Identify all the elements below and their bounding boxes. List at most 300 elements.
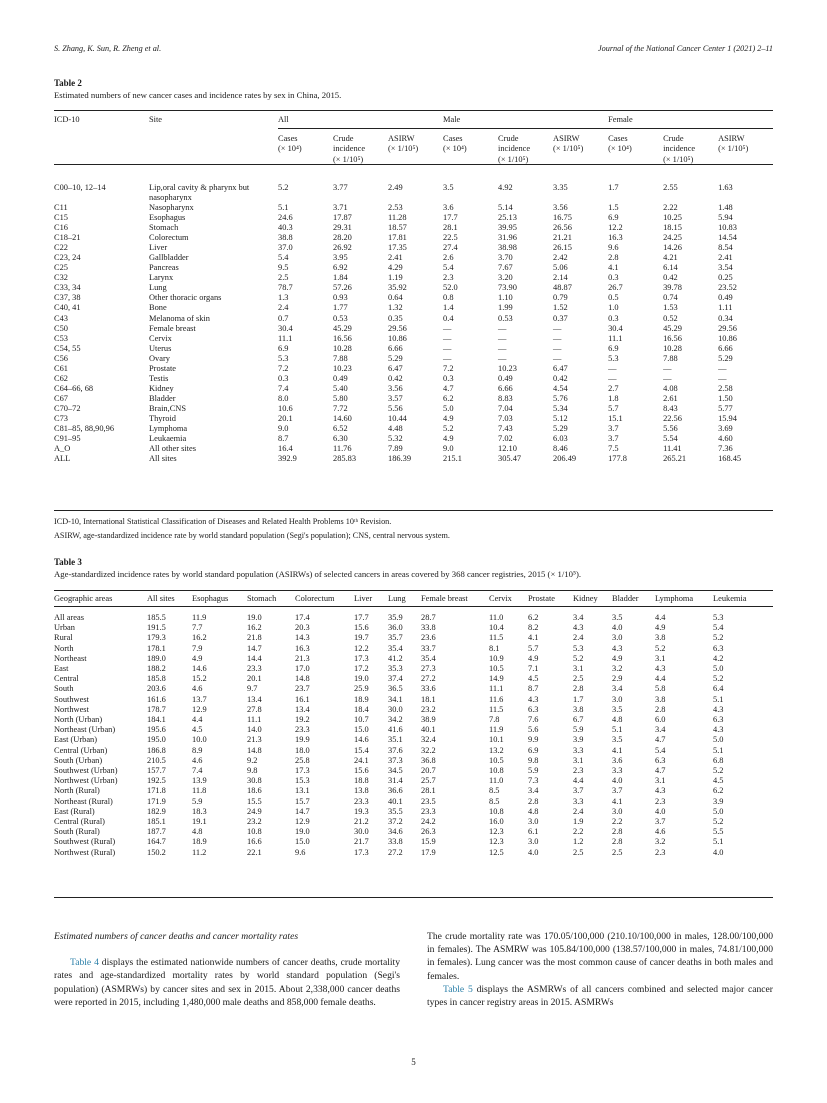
site-cell: Thyroid xyxy=(149,413,176,423)
value-cell: 4.8 xyxy=(192,827,203,837)
value-cell: 168.45 xyxy=(718,454,742,464)
value-cell: 171.8 xyxy=(147,786,166,796)
value-cell: 5.54 xyxy=(663,434,678,444)
value-cell: 3.2 xyxy=(612,664,623,674)
value-cell: 16.2 xyxy=(192,633,207,643)
value-cell: 8.54 xyxy=(718,243,733,253)
value-cell: 4.6 xyxy=(192,755,203,765)
value-cell: 11.76 xyxy=(333,444,352,454)
table2-col-site: Site xyxy=(149,115,163,124)
value-cell: 4.3 xyxy=(528,694,539,704)
table3-column-header: Kidney xyxy=(573,593,598,603)
table-row xyxy=(54,776,773,786)
value-cell: 29.56 xyxy=(718,323,737,333)
table-row xyxy=(54,273,773,283)
table2-subheader-cell xyxy=(278,129,333,176)
site-cell: Lymphoma xyxy=(149,424,188,434)
value-cell: 4.0 xyxy=(612,776,623,786)
value-cell: 7.04 xyxy=(498,403,513,413)
value-cell: 35.9 xyxy=(388,613,403,622)
value-cell: 10.23 xyxy=(333,363,352,373)
area-cell: South (Rural) xyxy=(54,827,100,837)
value-cell: 2.42 xyxy=(553,253,568,263)
value-cell: 11.1 xyxy=(278,333,293,343)
value-cell: 3.2 xyxy=(655,837,666,847)
value-cell: 6.2 xyxy=(443,393,454,403)
icd-code-cell: C18–21 xyxy=(54,233,81,243)
value-cell: 18.3 xyxy=(192,806,207,816)
value-cell: 11.28 xyxy=(388,213,407,223)
area-cell: Southwest (Rural) xyxy=(54,837,116,847)
table3-body xyxy=(54,606,773,858)
value-cell: 4.1 xyxy=(612,796,623,806)
table2-header-rule xyxy=(54,164,773,165)
value-cell: 20.1 xyxy=(247,674,262,684)
value-cell: 0.8 xyxy=(443,293,454,303)
value-cell: 4.4 xyxy=(573,776,584,786)
table2-col-icd: ICD-10 xyxy=(54,115,80,124)
value-cell: 6.30 xyxy=(333,434,348,444)
value-cell: 21.3 xyxy=(295,653,310,663)
area-cell: Central (Urban) xyxy=(54,745,108,755)
table2-subheader-cell xyxy=(333,129,388,176)
icd-code-cell: C61 xyxy=(54,363,68,373)
table3-column-header: Leukemia xyxy=(713,593,747,603)
value-cell: 35.1 xyxy=(388,735,403,745)
value-cell: 19.1 xyxy=(192,817,207,827)
site-cell: Colorectum xyxy=(149,233,189,243)
table3-column-header: Lung xyxy=(388,593,406,603)
table3-header-rule xyxy=(54,606,773,607)
area-cell: Southwest (Urban) xyxy=(54,766,118,776)
value-cell: 5.40 xyxy=(333,383,348,393)
table2-subheader-line: ASIRW xyxy=(553,134,580,143)
value-cell: 28.1 xyxy=(443,223,458,233)
value-cell: 3.9 xyxy=(573,735,584,745)
table4-link[interactable]: Table 4 xyxy=(70,957,99,969)
site-cell: Brain,CNS xyxy=(149,403,186,413)
value-cell: 18.1 xyxy=(421,694,436,704)
value-cell: — xyxy=(443,343,452,353)
value-cell: — xyxy=(498,353,507,363)
table2-subheader-line: Crude xyxy=(663,134,684,143)
value-cell: — xyxy=(553,333,562,343)
value-cell: 5.2 xyxy=(713,817,724,827)
value-cell: 3.0 xyxy=(612,694,623,704)
value-cell: 22.56 xyxy=(663,413,682,423)
value-cell: 5.7 xyxy=(608,403,619,413)
value-cell: 8.1 xyxy=(489,643,500,653)
value-cell: 37.6 xyxy=(388,745,403,755)
value-cell: 5.1 xyxy=(713,694,724,704)
value-cell: 39.95 xyxy=(498,223,517,233)
value-cell: 38.98 xyxy=(498,243,517,253)
value-cell: 195.0 xyxy=(147,735,166,745)
value-cell: 4.4 xyxy=(655,674,666,684)
table-row xyxy=(54,817,773,827)
icd-code-cell: C32 xyxy=(54,273,68,283)
value-cell: 10.86 xyxy=(718,333,737,343)
value-cell: 5.3 xyxy=(713,613,724,622)
value-cell: 3.3 xyxy=(612,766,623,776)
value-cell: 0.42 xyxy=(388,373,403,383)
site-cell: Stomach xyxy=(149,223,179,233)
table-row xyxy=(54,654,773,664)
value-cell: 14.9 xyxy=(489,674,504,684)
value-cell: 5.2 xyxy=(655,643,666,653)
value-cell: 0.42 xyxy=(553,373,568,383)
table2-group-female: Female xyxy=(608,112,773,129)
value-cell: 0.25 xyxy=(718,273,733,283)
value-cell: 15.2 xyxy=(192,674,207,684)
value-cell: 27.3 xyxy=(421,664,436,674)
area-cell: Northeast (Urban) xyxy=(54,725,116,735)
value-cell: 10.28 xyxy=(663,343,682,353)
value-cell: 6.8 xyxy=(713,755,724,765)
value-cell: 1.52 xyxy=(553,303,568,313)
value-cell: 18.8 xyxy=(354,776,369,786)
value-cell: 3.7 xyxy=(608,434,619,444)
value-cell: 2.6 xyxy=(443,253,454,263)
value-cell: 4.0 xyxy=(713,847,724,857)
value-cell: 2.61 xyxy=(663,393,678,403)
body-left-paragraph xyxy=(54,956,400,1009)
value-cell: 17.81 xyxy=(388,233,407,243)
table-row xyxy=(54,827,773,837)
table2-bottom-rule xyxy=(54,510,773,511)
value-cell: 23.2 xyxy=(421,704,436,714)
value-cell: 14.7 xyxy=(295,806,310,816)
value-cell: 5.1 xyxy=(713,745,724,755)
value-cell: 19.0 xyxy=(247,613,262,622)
value-cell: 3.4 xyxy=(612,684,623,694)
value-cell: 3.5 xyxy=(612,735,623,745)
table2-top-rule xyxy=(54,110,773,111)
value-cell: 3.54 xyxy=(718,263,733,273)
value-cell: — xyxy=(608,373,617,383)
icd-code-cell: C64–66, 68 xyxy=(54,383,94,393)
value-cell: 17.87 xyxy=(333,213,352,223)
value-cell: 1.8 xyxy=(608,393,619,403)
value-cell: 23.6 xyxy=(421,633,436,643)
value-cell: 33.7 xyxy=(421,643,436,653)
value-cell: 15.3 xyxy=(295,776,310,786)
value-cell: 3.1 xyxy=(573,755,584,765)
table-row xyxy=(54,303,773,313)
value-cell: 6.03 xyxy=(553,434,568,444)
value-cell: 6.92 xyxy=(333,263,348,273)
value-cell: 177.8 xyxy=(608,454,627,464)
icd-code-cell: C62 xyxy=(54,373,68,383)
value-cell: 3.8 xyxy=(655,694,666,704)
value-cell: 32.4 xyxy=(421,735,436,745)
value-cell: 0.3 xyxy=(608,273,619,283)
value-cell: 16.3 xyxy=(608,233,623,243)
value-cell: 265.21 xyxy=(663,454,687,464)
icd-code-cell: A_O xyxy=(54,444,71,454)
value-cell: 34.2 xyxy=(388,715,403,725)
value-cell: 5.56 xyxy=(663,424,678,434)
value-cell: 1.7 xyxy=(608,182,619,192)
icd-code-cell: C91–95 xyxy=(54,434,81,444)
value-cell: 10.86 xyxy=(388,333,407,343)
value-cell: 7.43 xyxy=(498,424,513,434)
value-cell: 17.0 xyxy=(295,664,310,674)
value-cell: 4.3 xyxy=(713,704,724,714)
icd-code-cell: C56 xyxy=(54,353,68,363)
value-cell: 11.6 xyxy=(489,694,504,704)
value-cell: 0.79 xyxy=(553,293,568,303)
value-cell: 14.6 xyxy=(354,735,369,745)
value-cell: 11.1 xyxy=(608,333,623,343)
body-left-text: displays the estimated nationwide numbers of cancer deaths, crude mortality rates and age-standardized mortality rates by world standard population (Segi's population) (ASMRWs) by cancer sites and sex in 2015. About 2,338,000 cancer deaths were reported in 2015, including 1,480,000 male deaths and 858,000 female deaths. xyxy=(54,957,401,1008)
value-cell: 3.5 xyxy=(612,704,623,714)
area-cell: South (Urban) xyxy=(54,755,103,765)
table-row xyxy=(54,756,773,766)
value-cell: 18.57 xyxy=(388,223,407,233)
value-cell: 15.7 xyxy=(295,796,310,806)
value-cell: 185.1 xyxy=(147,817,166,827)
area-cell: All areas xyxy=(54,613,84,622)
value-cell: 179.3 xyxy=(147,633,166,643)
value-cell: 15.4 xyxy=(354,745,369,755)
value-cell: 17.7 xyxy=(354,613,369,622)
value-cell: 5.0 xyxy=(713,806,724,816)
value-cell: 15.0 xyxy=(295,837,310,847)
value-cell: 6.2 xyxy=(713,786,724,796)
value-cell: 0.34 xyxy=(718,313,733,323)
area-cell: Northwest (Rural) xyxy=(54,847,116,857)
value-cell: 2.41 xyxy=(718,253,733,263)
value-cell: 392.9 xyxy=(278,454,297,464)
table3-column-header: Bladder xyxy=(612,593,639,603)
value-cell: 28.1 xyxy=(421,786,436,796)
value-cell: 26.15 xyxy=(553,243,572,253)
value-cell: 3.7 xyxy=(573,786,584,796)
section-title: Estimated numbers of cancer deaths and cancer mortality rates xyxy=(54,931,299,942)
value-cell: 40.3 xyxy=(278,223,293,233)
table-row xyxy=(54,684,773,694)
value-cell: 186.39 xyxy=(388,454,412,464)
value-cell: 0.42 xyxy=(663,273,678,283)
value-cell: 7.88 xyxy=(663,353,678,363)
table2-subheader-line: (× 10⁴) xyxy=(608,144,632,154)
value-cell: 16.2 xyxy=(247,623,262,633)
value-cell: 185.5 xyxy=(147,613,166,622)
value-cell: 5.77 xyxy=(718,403,733,413)
value-cell: 3.95 xyxy=(333,253,348,263)
value-cell: 29.56 xyxy=(388,323,407,333)
table-row xyxy=(54,213,773,223)
value-cell: 10.9 xyxy=(489,653,504,663)
value-cell: 203.6 xyxy=(147,684,166,694)
value-cell: 184.1 xyxy=(147,715,166,725)
value-cell: 34.6 xyxy=(388,827,403,837)
value-cell: 57.26 xyxy=(333,283,352,293)
table-row xyxy=(54,807,773,817)
value-cell: 27.8 xyxy=(247,704,262,714)
value-cell: 2.3 xyxy=(443,273,454,283)
value-cell: 2.8 xyxy=(608,253,619,263)
value-cell: 3.56 xyxy=(553,202,568,212)
value-cell: 4.3 xyxy=(573,623,584,633)
value-cell: 186.8 xyxy=(147,745,166,755)
table2-subheader-line: Crude xyxy=(498,134,519,143)
value-cell: 10.8 xyxy=(247,827,262,837)
value-cell: 52.0 xyxy=(443,283,458,293)
value-cell: 8.5 xyxy=(489,786,500,796)
value-cell: 4.4 xyxy=(192,715,203,725)
value-cell: 7.7 xyxy=(192,623,203,633)
value-cell: 37.4 xyxy=(388,674,403,684)
value-cell: 3.1 xyxy=(655,776,666,786)
value-cell: 1.3 xyxy=(278,293,289,303)
value-cell: 9.7 xyxy=(247,684,258,694)
value-cell: 6.0 xyxy=(655,715,666,725)
value-cell: 19.0 xyxy=(295,827,310,837)
area-cell: South xyxy=(54,684,74,694)
value-cell: 41.6 xyxy=(388,725,403,735)
value-cell: 3.0 xyxy=(612,633,623,643)
table-row xyxy=(54,404,773,414)
value-cell: 7.3 xyxy=(528,776,539,786)
value-cell: 2.8 xyxy=(612,827,623,837)
value-cell: 5.1 xyxy=(713,837,724,847)
value-cell: 40.1 xyxy=(421,725,436,735)
value-cell: 12.10 xyxy=(498,444,517,454)
value-cell: 35.3 xyxy=(388,664,403,674)
table-row xyxy=(54,725,773,735)
table-row xyxy=(54,444,773,454)
table2-subheader-row xyxy=(54,129,773,176)
table2-subheader-cell xyxy=(608,129,663,176)
table2-subheader-line: Cases xyxy=(443,134,463,143)
value-cell: 2.9 xyxy=(612,674,623,684)
table-row xyxy=(54,644,773,654)
value-cell: 1.0 xyxy=(608,303,619,313)
value-cell: 36.8 xyxy=(421,755,436,765)
table-row xyxy=(54,766,773,776)
value-cell: 1.2 xyxy=(573,837,584,847)
value-cell: 182.9 xyxy=(147,806,166,816)
value-cell: 305.47 xyxy=(498,454,522,464)
value-cell: 191.5 xyxy=(147,623,166,633)
table3-header-row xyxy=(54,592,773,606)
icd-code-cell: C40, 41 xyxy=(54,303,81,313)
area-cell: Urban xyxy=(54,623,75,633)
value-cell: 20.3 xyxy=(295,623,310,633)
value-cell: 10.23 xyxy=(498,363,517,373)
table2-caption xyxy=(54,78,773,100)
value-cell: 185.8 xyxy=(147,674,166,684)
value-cell: 17.4 xyxy=(295,613,310,622)
value-cell: 24.6 xyxy=(278,213,293,223)
value-cell: 4.8 xyxy=(612,715,623,725)
value-cell: 14.26 xyxy=(663,243,682,253)
value-cell: 78.7 xyxy=(278,283,293,293)
value-cell: 5.34 xyxy=(553,403,568,413)
value-cell: 3.56 xyxy=(388,383,403,393)
value-cell: 17.9 xyxy=(421,847,436,857)
value-cell: 161.6 xyxy=(147,694,166,704)
value-cell: 1.77 xyxy=(333,303,348,313)
value-cell: 9.0 xyxy=(443,444,454,454)
value-cell: 21.8 xyxy=(247,633,262,643)
value-cell: — xyxy=(443,353,452,363)
value-cell: 34.1 xyxy=(388,694,403,704)
value-cell: 2.58 xyxy=(718,383,733,393)
table-row xyxy=(54,695,773,705)
value-cell: 11.0 xyxy=(489,613,504,622)
value-cell: 0.53 xyxy=(333,313,348,323)
value-cell: 11.2 xyxy=(192,847,207,857)
value-cell: 6.47 xyxy=(388,363,403,373)
value-cell: 4.3 xyxy=(612,643,623,653)
table-row xyxy=(54,606,773,623)
table3-column-header: Lymphoma xyxy=(655,593,694,603)
value-cell: 10.83 xyxy=(718,223,737,233)
value-cell: — xyxy=(553,323,562,333)
value-cell: 4.9 xyxy=(443,413,454,423)
value-cell: 73.90 xyxy=(498,283,517,293)
table3-column-header: Geographic areas xyxy=(54,593,113,603)
value-cell: 12.9 xyxy=(192,704,207,714)
table-row xyxy=(54,384,773,394)
table2-subheader-line: Cases xyxy=(608,134,628,143)
value-cell: 5.2 xyxy=(573,653,584,663)
value-cell: 10.4 xyxy=(489,623,504,633)
value-cell: 21.2 xyxy=(354,817,369,827)
table2-description: Estimated numbers of new cancer cases and incidence rates by sex in China, 2015. xyxy=(54,90,342,100)
value-cell: 33.8 xyxy=(421,623,436,633)
value-cell: 27.2 xyxy=(388,847,403,857)
table-row xyxy=(54,324,773,334)
value-cell: 17.35 xyxy=(388,243,407,253)
value-cell: 0.49 xyxy=(333,373,348,383)
value-cell: 16.56 xyxy=(333,333,352,343)
value-cell: 23.52 xyxy=(718,283,737,293)
table-row xyxy=(54,243,773,253)
value-cell: — xyxy=(443,333,452,343)
value-cell: 3.0 xyxy=(612,806,623,816)
value-cell: 10.6 xyxy=(278,403,293,413)
value-cell: 21.21 xyxy=(553,233,572,243)
value-cell: 3.4 xyxy=(655,725,666,735)
value-cell: 6.3 xyxy=(713,715,724,725)
table-row xyxy=(54,293,773,303)
value-cell: 10.1 xyxy=(489,735,504,745)
table-row xyxy=(54,623,773,633)
icd-code-cell: C33, 34 xyxy=(54,283,81,293)
value-cell: 3.35 xyxy=(553,182,568,192)
table5-link[interactable]: Table 5 xyxy=(443,983,473,995)
value-cell: 17.2 xyxy=(354,664,369,674)
value-cell: 2.4 xyxy=(278,303,289,313)
table-row xyxy=(54,364,773,374)
value-cell: 3.7 xyxy=(612,786,623,796)
value-cell: 16.75 xyxy=(553,213,572,223)
value-cell: — xyxy=(718,373,727,383)
value-cell: 13.7 xyxy=(192,694,207,704)
value-cell: 3.0 xyxy=(528,817,539,827)
value-cell: 25.8 xyxy=(295,755,310,765)
site-cell: Lip,oral cavity & pharynx but nasopharynx xyxy=(149,182,250,202)
table3 xyxy=(54,592,773,858)
value-cell: 41.2 xyxy=(388,653,403,663)
site-cell: Esophagus xyxy=(149,213,186,223)
value-cell: 38.8 xyxy=(278,233,293,243)
value-cell: 1.4 xyxy=(443,303,454,313)
